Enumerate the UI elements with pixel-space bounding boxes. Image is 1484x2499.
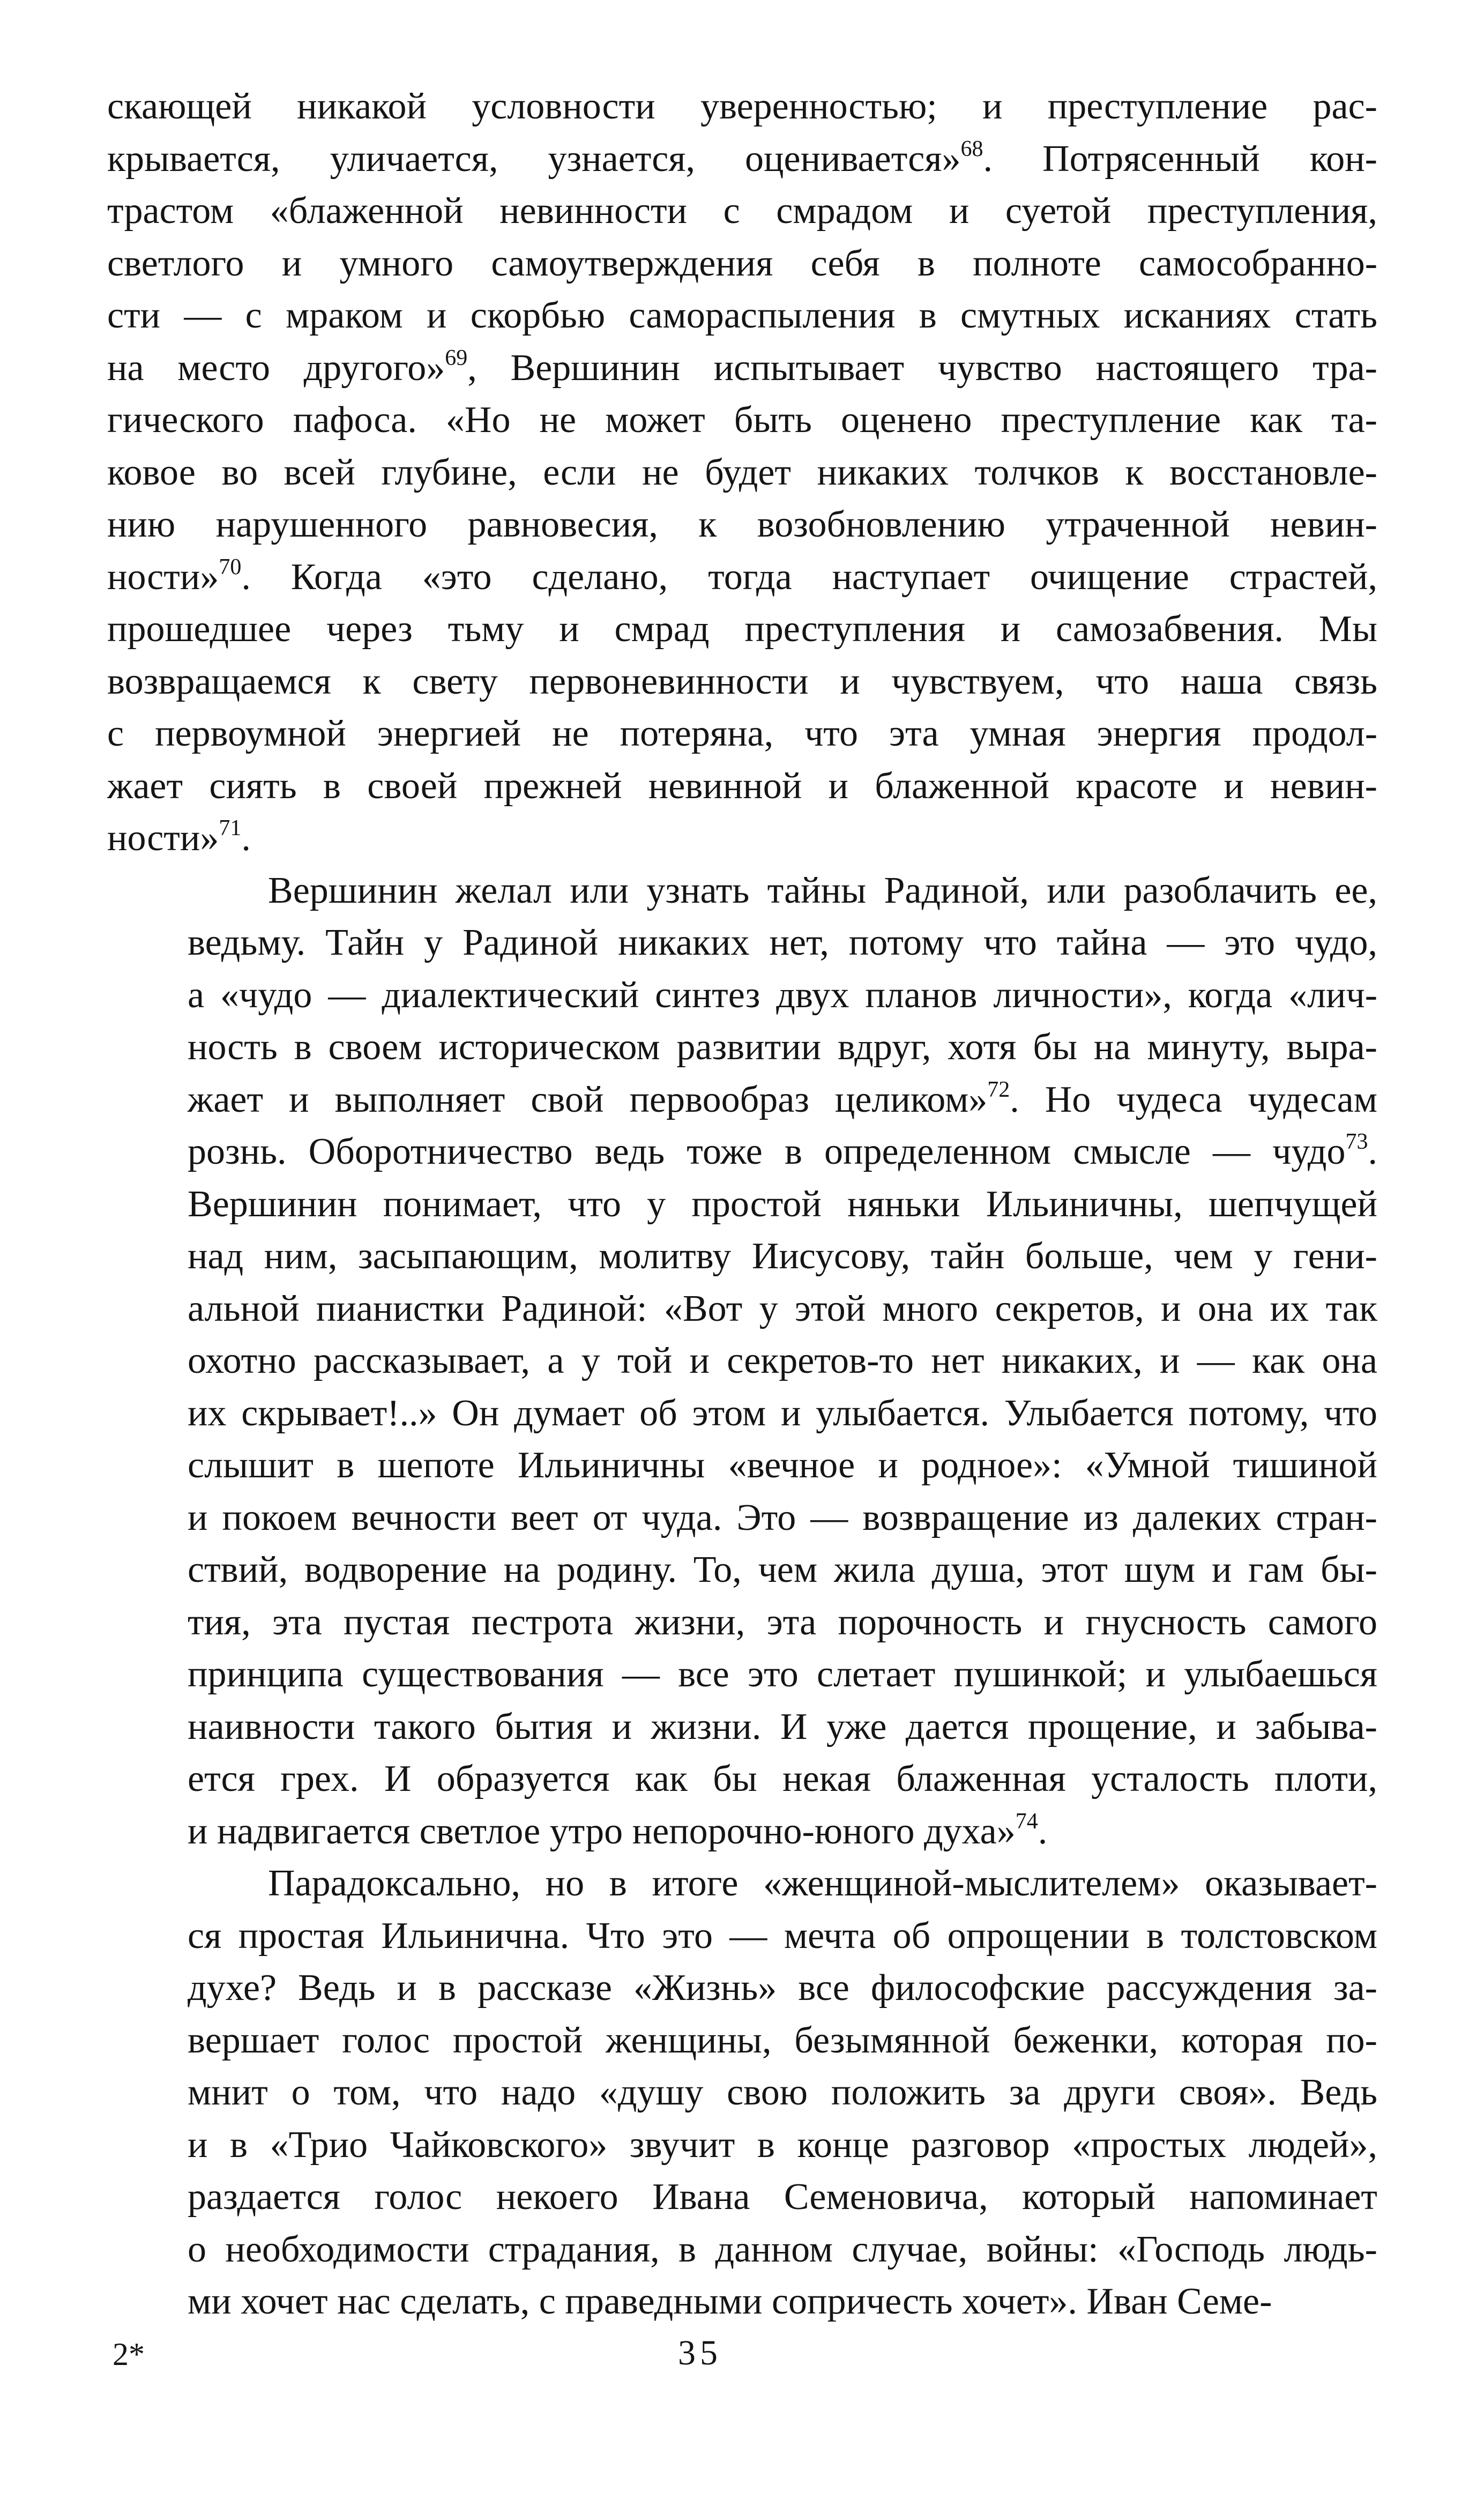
line-text: жает и выполняет свой первообраз целиком» <box>188 1079 988 1120</box>
text-line <box>107 1805 1377 1858</box>
text-line <box>107 2275 1377 2328</box>
text-line <box>107 865 1377 917</box>
line-text: жает сиять в своей прежней невинной и блаженной красоте и невин- <box>107 765 1377 807</box>
footnote-ref: 72 <box>987 1077 1010 1102</box>
line-text: ствий, водворение на родину. То, чем жила душа, этот шум и гам бы- <box>188 1549 1377 1590</box>
text-line <box>107 603 1377 656</box>
text-line <box>107 2223 1377 2276</box>
line-text: альной пианистки Радиной: «Вот у этой много секретов, и она их так <box>188 1288 1377 1329</box>
text-line <box>107 1126 1377 1178</box>
line-text: мнит о том, что надо «душу свою положить за други своя». Ведь <box>188 2072 1377 2113</box>
footnote-ref: 68 <box>960 136 983 161</box>
footnote-ref: 69 <box>445 345 468 370</box>
text-line <box>107 1283 1377 1335</box>
text-line <box>107 1439 1377 1492</box>
text-line <box>107 1492 1377 1544</box>
paragraph <box>107 80 1377 865</box>
line-text: светлого и умного самоутверждения себя в полноте самособранно- <box>107 242 1377 284</box>
text-line <box>107 1753 1377 1805</box>
text-line <box>107 917 1377 969</box>
text-line <box>107 2014 1377 2067</box>
line-text: наивности такого бытия и жизни. И уже дается прощение, и забыва- <box>188 1706 1377 1747</box>
text-line <box>107 1387 1377 1440</box>
line-text: . Потрясенный кон- <box>983 138 1377 180</box>
text-line <box>107 1074 1377 1126</box>
line-text: охотно рассказывает, а у той и секретов-то нет никаких, и — как она <box>188 1340 1377 1381</box>
text-line <box>107 1335 1377 1387</box>
line-text: и надвигается светлое утро непорочно-юного духа» <box>188 1810 1016 1852</box>
text-line <box>107 1857 1377 1910</box>
line-text: рознь. Оборотничество ведь тоже в определенном смысле — чудо <box>188 1131 1346 1172</box>
line-text: ности» <box>107 817 219 859</box>
line-text: . Но чудеса чудесам <box>1010 1079 1377 1120</box>
line-text: гического пафоса. «Но не может быть оценено преступление как та- <box>107 399 1377 441</box>
line-text: ми хочет нас сделать, с праведными сопричесть хочет». Иван Семе- <box>188 2281 1272 2322</box>
line-text: тия, эта пустая пестрота жизни, эта порочность и гнусность самого <box>188 1601 1377 1643</box>
line-text: . Когда «это сделано, тогда наступает очищение страстей, <box>241 556 1377 598</box>
line-text: нию нарушенного равновесия, к возобновлению утраченной невин- <box>107 504 1377 545</box>
text-line <box>107 1021 1377 1074</box>
text-line <box>107 551 1377 604</box>
line-text: ся простая Ильинична. Что это — мечта об опрощении в толстовском <box>188 1915 1377 1957</box>
text-line <box>107 1648 1377 1701</box>
text-line <box>107 969 1377 1022</box>
footnote-ref: 70 <box>219 554 242 579</box>
line-text: . <box>1038 1810 1048 1852</box>
line-text: , Вершинин испытывает чувство настоящего тра- <box>467 347 1377 389</box>
text-line <box>107 2066 1377 2119</box>
text-line <box>107 656 1377 708</box>
text-line <box>107 2119 1377 2171</box>
line-text: и покоем вечности веет от чуда. Это — возвращение из далеких стран- <box>188 1497 1377 1538</box>
line-text: а «чудо — диалектический синтез двух планов личности», когда «лич- <box>188 974 1377 1016</box>
page-body <box>107 80 1377 2328</box>
line-text: на место другого» <box>107 347 445 389</box>
text-line <box>107 708 1377 760</box>
text-line <box>107 1178 1377 1231</box>
line-text: возвращаемся к свету первоневинности и чувствуем, что наша связь <box>107 660 1377 702</box>
line-text: трастом «блаженной невинности с смрадом и суетой преступления, <box>107 190 1377 232</box>
paragraph <box>107 865 1377 1858</box>
text-line <box>107 760 1377 813</box>
line-text: их скрывает!..» Он думает об этом и улыбается. Улыбается потому, что <box>188 1392 1377 1434</box>
line-text: духе? Ведь и в рассказе «Жизнь» все философские рассуждения за- <box>188 1967 1377 2009</box>
line-text: о необходимости страдания, в данном случае, войны: «Господь людь- <box>188 2228 1377 2270</box>
line-text: и в «Трио Чайковского» звучит в конце разговор «простых людей», <box>188 2124 1377 2166</box>
line-text: Вершинин желал или узнать тайны Радиной, или разоблачить ее, <box>268 869 1377 911</box>
text-line <box>107 1910 1377 1962</box>
text-line <box>107 499 1377 551</box>
text-line <box>107 1230 1377 1283</box>
text-line <box>107 1544 1377 1596</box>
line-text: над ним, засыпающим, молитву Иисусову, тайн больше, чем у гени- <box>188 1236 1377 1277</box>
text-line <box>107 2171 1377 2223</box>
line-text: . <box>241 817 251 859</box>
text-line <box>107 80 1377 133</box>
text-line <box>107 1701 1377 1753</box>
line-text: ности» <box>107 556 219 598</box>
line-text: слышит в шепоте Ильиничны «вечное и родное»: «Умной тишиной <box>188 1445 1377 1486</box>
line-text: раздается голос некоего Ивана Семеновича, который напоминает <box>188 2176 1377 2218</box>
footnote-ref: 73 <box>1345 1129 1368 1154</box>
page-number: 35 <box>678 2333 722 2372</box>
paragraph <box>107 1857 1377 2328</box>
text-line <box>107 812 1377 865</box>
text-line <box>107 185 1377 237</box>
line-text: Вершинин понимает, что у простой няньки Ильиничны, шепчущей <box>188 1183 1377 1225</box>
line-text: прошедшее через тьму и смрад преступления и самозабвения. Мы <box>107 608 1377 650</box>
footnote-ref: 74 <box>1015 1809 1038 1834</box>
line-text: сти — с мраком и скорбью самораспыления в смутных исканиях стать <box>107 295 1377 336</box>
line-text: с первоумной энергией не потеряна, что эта умная энергия продол- <box>107 713 1377 754</box>
line-text: ность в своем историческом развитии вдруг, хотя бы на минуту, выра- <box>188 1027 1377 1068</box>
line-text: принципа существования — все это слетает пушинкой; и улыбаешься <box>188 1654 1377 1695</box>
text-line <box>107 447 1377 499</box>
text-line <box>107 1596 1377 1649</box>
text-line <box>107 289 1377 342</box>
text-line <box>107 394 1377 447</box>
line-text: ведьму. Тайн у Радиной никаких нет, потому что тайна — это чудо, <box>188 922 1377 963</box>
text-line <box>107 342 1377 395</box>
line-text: . <box>1368 1131 1377 1172</box>
line-text: ковое во всей глубине, если не будет никаких толчков к восстановле- <box>107 451 1377 493</box>
line-text: крывается, уличается, узнается, оценивается» <box>107 138 961 180</box>
text-line <box>107 1962 1377 2014</box>
signature-mark: 2* <box>113 2337 145 2372</box>
line-text: ется грех. И образуется как бы некая блаженная усталость плоти, <box>188 1758 1377 1799</box>
line-text: Парадоксально, но в итоге «женщиной-мыслителем» оказывает- <box>268 1863 1377 1904</box>
line-text: скающей никакой условности уверенностью; и преступление рас- <box>107 86 1377 127</box>
text-line <box>107 133 1377 185</box>
footnote-ref: 71 <box>219 816 242 841</box>
text-line <box>107 237 1377 290</box>
line-text: вершает голос простой женщины, безымянной беженки, которая по- <box>188 2019 1377 2061</box>
